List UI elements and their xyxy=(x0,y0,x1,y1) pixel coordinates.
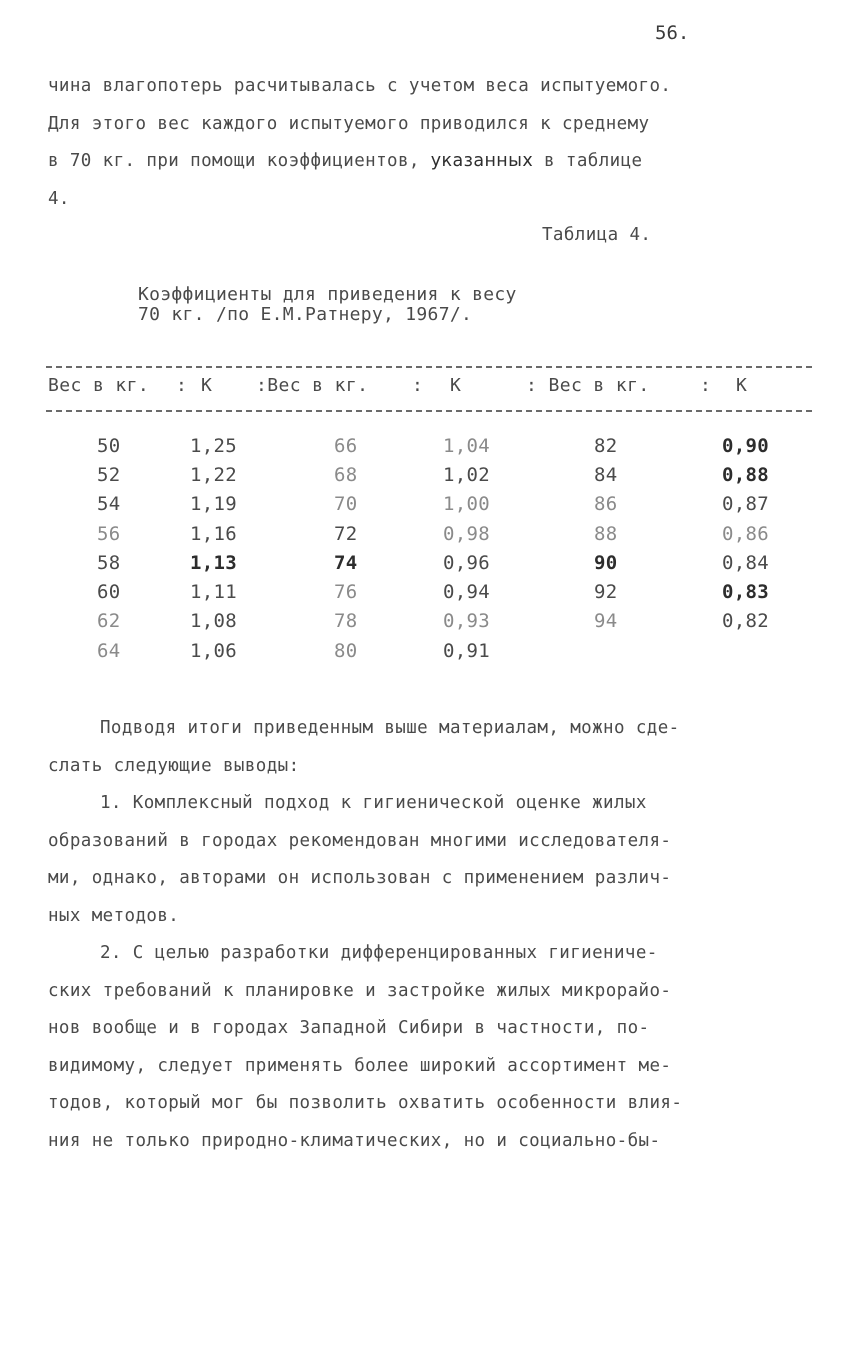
coef-cell: 0,91 xyxy=(443,640,490,662)
table-caption-line-2: 70 кг. /по Е.М.Ратнеру, 1967/. xyxy=(138,304,473,325)
header-sep-2: : xyxy=(412,375,424,396)
weight-cell: 78 xyxy=(334,610,358,632)
weight-cell: 64 xyxy=(97,640,121,662)
coef-cell: 0,94 xyxy=(443,581,490,603)
coef-cell: 1,06 xyxy=(190,640,237,662)
header-weight-3: : Вес в кг. xyxy=(526,375,650,396)
header-k-2: К xyxy=(450,375,462,396)
table-row xyxy=(0,581,850,611)
header-sep-3: : xyxy=(700,375,712,396)
coef-cell: 1,04 xyxy=(443,435,490,457)
intro-paragraph xyxy=(48,68,808,218)
table-caption xyxy=(138,285,517,325)
coef-cell: 1,25 xyxy=(190,435,237,457)
weight-cell: 58 xyxy=(97,552,121,574)
weight-cell: 56 xyxy=(97,523,121,545)
weight-cell: 90 xyxy=(594,552,618,574)
conclusion-line-9: нов вообще и в городах Западной Сибири в частности, по- xyxy=(48,1018,650,1038)
coef-cell: 0,84 xyxy=(722,552,769,574)
weight-cell: 60 xyxy=(97,581,121,603)
weight-cell: 72 xyxy=(334,523,358,545)
conclusion-line-11: тодов, который мог бы позволить охватить особенности влия- xyxy=(48,1093,683,1113)
weight-cell: 52 xyxy=(97,464,121,486)
weight-cell: 84 xyxy=(594,464,618,486)
conclusion-line-1: Подводя итоги приведенным выше материалам, можно сде- xyxy=(100,718,680,738)
coef-cell: 0,87 xyxy=(722,493,769,515)
weight-cell: 66 xyxy=(334,435,358,457)
table-row xyxy=(0,464,850,494)
header-sep-1: : xyxy=(176,375,188,396)
weight-cell: 50 xyxy=(97,435,121,457)
conclusion-line-5: ми, однако, авторами он использован с применением различ- xyxy=(48,868,672,888)
coef-cell: 0,86 xyxy=(722,523,769,545)
coef-cell: 0,93 xyxy=(443,610,490,632)
table-caption-line-1: Коэффициенты для приведения к весу xyxy=(138,284,517,305)
table-row xyxy=(0,610,850,640)
intro-line-4: 4. xyxy=(48,188,70,209)
table-top-rule xyxy=(46,366,812,368)
table-row xyxy=(0,493,850,523)
table-row xyxy=(0,552,850,582)
weight-cell: 76 xyxy=(334,581,358,603)
coef-cell: 1,00 xyxy=(443,493,490,515)
weight-cell: 68 xyxy=(334,464,358,486)
conclusion-line-4: образований в городах рекомендован многими исследователя- xyxy=(48,830,672,851)
table-row xyxy=(0,435,850,465)
coef-cell: 0,88 xyxy=(722,464,769,486)
intro-line-2: Для этого вес каждого испытуемого приводился к среднему xyxy=(48,113,650,134)
page-number: 56. xyxy=(655,22,690,44)
coef-cell: 1,13 xyxy=(190,552,237,574)
weight-cell: 92 xyxy=(594,581,618,603)
coef-cell: 0,83 xyxy=(722,581,769,603)
header-k-1: К xyxy=(201,375,213,396)
weight-cell: 82 xyxy=(594,435,618,457)
conclusions-section xyxy=(48,710,818,1160)
table-header-rule xyxy=(46,410,812,412)
conclusion-line-3: 1. Комплексный подход к гигиенической оценке жилых xyxy=(100,793,647,813)
conclusion-line-8: ских требований к планировке и застройке жилых микрорайо- xyxy=(48,980,672,1001)
intro-line-1: чина влагопотерь расчитывалась с учетом веса испытуемого. xyxy=(48,76,672,96)
intro-line-3 xyxy=(48,143,808,181)
coef-cell: 0,98 xyxy=(443,523,490,545)
coef-cell: 1,22 xyxy=(190,464,237,486)
header-weight-2: :Вес в кг. xyxy=(256,375,369,396)
coef-cell: 1,02 xyxy=(443,464,490,486)
table-header xyxy=(48,375,808,399)
table-row xyxy=(0,523,850,553)
conclusion-line-6: ных методов. xyxy=(48,905,180,926)
weight-cell: 70 xyxy=(334,493,358,515)
coef-cell: 1,16 xyxy=(190,523,237,545)
coef-cell: 0,90 xyxy=(722,435,769,457)
table-row xyxy=(0,640,850,670)
weight-cell: 88 xyxy=(594,523,618,545)
conclusion-line-2: слать следующие выводы: xyxy=(48,755,300,776)
weight-cell: 80 xyxy=(334,640,358,662)
weight-cell: 74 xyxy=(334,552,358,574)
header-k-3: К xyxy=(736,375,748,396)
conclusion-line-12: ния не только природно-климатических, но и социально-бы- xyxy=(48,1130,661,1151)
conclusion-line-7: 2. С целью разработки дифференцированных гигиениче- xyxy=(100,943,658,963)
table-label: Таблица 4. xyxy=(542,225,652,245)
handwritten-correction: указанных xyxy=(430,151,534,171)
weight-cell: 54 xyxy=(97,493,121,515)
intro-line-3-tail: в таблице xyxy=(544,151,643,171)
coef-cell: 0,96 xyxy=(443,552,490,574)
header-weight-1: Вес в кг. xyxy=(48,375,150,396)
conclusion-line-10: видимому, следует применять более широкий ассортимент ме- xyxy=(48,1055,672,1076)
coef-cell: 1,11 xyxy=(190,581,237,603)
coef-cell: 1,08 xyxy=(190,610,237,632)
weight-cell: 86 xyxy=(594,493,618,515)
weight-cell: 94 xyxy=(594,610,618,632)
intro-line-3-text: в 70 кг. при помощи коэффициентов, xyxy=(48,151,420,171)
coef-cell: 0,82 xyxy=(722,610,769,632)
coef-cell: 1,19 xyxy=(190,493,237,515)
weight-cell: 62 xyxy=(97,610,121,632)
